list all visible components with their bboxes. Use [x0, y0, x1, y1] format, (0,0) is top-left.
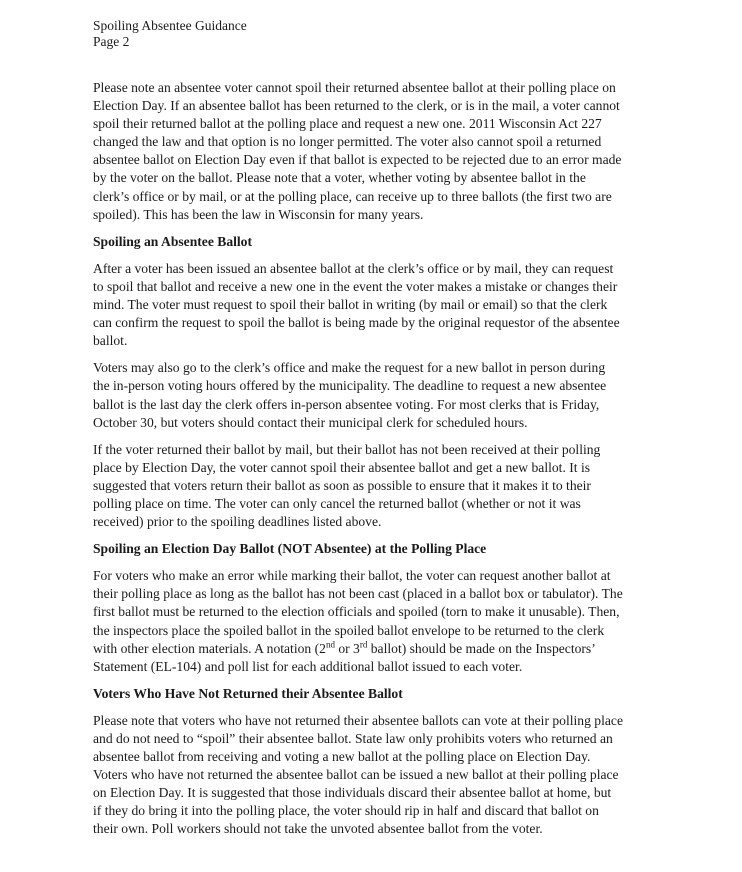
text-line: the in-person voting hours offered by the municipality. The deadline to request a new absentee	[93, 378, 607, 394]
text-line: Voters may also go to the clerk’s office and make the request for a new ballot in person during	[93, 360, 606, 376]
text-line: spoiled). This has been the law in Wisconsin for many years.	[93, 206, 424, 222]
superscript: rd	[359, 639, 368, 650]
text-line: Statement (EL-104) and poll list for each additional ballot issued to each voter.	[93, 658, 523, 674]
text-line: If the voter returned their ballot by mail, but their ballot has not been received at their polling	[93, 441, 601, 457]
text-line: the inspectors place the spoiled ballot in the spoiled ballot envelope to be returned to the clerk	[93, 622, 605, 638]
text-line: place by Election Day, the voter cannot spoil their absentee ballot and get a new ballot. It is	[93, 459, 591, 475]
text-line: and do not need to “spoil” their absentee ballot. State law only prohibits voters who returned an	[93, 731, 613, 746]
text-line: first ballot must be returned to the election officials and spoiled (torn to make it unusable). Then,	[93, 604, 620, 620]
text-line: their own. Poll workers should not take the unvoted absentee ballot from the voter.	[93, 821, 543, 837]
text-line: polling place on time. The voter can only cancel the returned ballot (whether or not it was	[93, 495, 581, 511]
text-line: on Election Day. It is suggested that those individuals discard their absentee ballot at home, but	[93, 785, 612, 801]
text-line: their polling place as long as the ballot has not been cast (placed in a ballot box or tabulator). The	[93, 586, 623, 602]
paragraph-in-person-request	[93, 359, 668, 431]
text-span: with other election materials. A notation (2	[93, 640, 326, 656]
text-line: After a voter has been issued an absentee ballot at the clerk’s office or by mail, they can request	[93, 260, 614, 276]
section-heading-election-day-ballot: Spoiling an Election Day Ballot (NOT Absentee) at the Polling Place	[93, 541, 487, 557]
text-line: October 30, but voters should contact their municipal clerk for scheduled hours.	[93, 414, 528, 430]
document-title: Spoiling Absentee Guidance	[93, 18, 247, 33]
paragraph-election-day-spoil	[93, 567, 668, 676]
text-line: spoil their returned ballot at the polling place and request a new one. 2011 Wisconsin Act 227	[93, 116, 602, 132]
paragraph-spoil-request	[93, 260, 668, 350]
text-line: Please note that voters who have not returned their absentee ballots can vote at their polling place	[93, 712, 623, 728]
page-header	[93, 18, 247, 50]
section-heading-not-returned: Voters Who Have Not Returned their Absentee Ballot	[93, 685, 403, 701]
text-line: Please note an absentee voter cannot spoil their returned absentee ballot at their polling place on	[93, 80, 616, 95]
paragraph-not-returned	[93, 712, 668, 839]
text-line: mind. The voter must request to spoil their ballot in writing (by mail or email) so that the clerk	[93, 297, 608, 313]
paragraph-absentee-spoil-restriction	[93, 79, 668, 224]
text-line: ballot.	[93, 333, 128, 349]
text-line: absentee ballot on Election Day even if that ballot is expected to be rejected due to an error made	[93, 152, 622, 168]
text-line: if they do bring it into the polling place, the voter should rip in half and discard that ballot on	[93, 803, 599, 819]
page-number: Page 2	[93, 34, 130, 49]
section-heading-spoiling-absentee: Spoiling an Absentee Ballot	[93, 233, 253, 249]
text-line: absentee ballot from receiving and voting a new ballot at the polling place on Election Day.	[93, 749, 591, 765]
text-span: or 3	[334, 640, 360, 656]
text-line: suggested that voters return their ballot as soon as possible to ensure that it makes it to their	[93, 477, 591, 493]
text-line: Voters who have not returned the absentee ballot can be issued a new ballot at their polling place	[93, 767, 619, 783]
text-line: changed the law and that option is no longer permitted. The voter also cannot spoil a returned	[93, 134, 602, 150]
text-line: Election Day. If an absentee ballot has been returned to the clerk, or is in the mail, a voter cannot	[93, 98, 620, 114]
document-body	[93, 79, 668, 848]
text-line: received) prior to the spoiling deadlines listed above.	[93, 514, 382, 530]
text-line: For voters who make an error while marking their ballot, the voter can request another ballot at	[93, 568, 611, 584]
text-line: ballot is the last day the clerk offers in-person absentee voting. For most clerks that is Friday,	[93, 396, 600, 412]
text-line: can confirm the request to spoil the ballot is being made by the original requestor of the absentee	[93, 315, 620, 331]
text-line: clerk’s office or by mail, or at the polling place, can receive up to three ballots (the first two are	[93, 188, 612, 204]
superscript: nd	[325, 639, 335, 650]
text-line	[93, 640, 668, 658]
text-line: by the voter on the ballot. Please note that a voter, whether voting by absentee ballot in the	[93, 170, 586, 186]
paragraph-mail-not-received	[93, 441, 668, 531]
text-line: to spoil that ballot and receive a new one in the event the voter makes a mistake or changes their	[93, 278, 618, 294]
text-span: ballot) should be made on the Inspectors’	[367, 640, 596, 656]
